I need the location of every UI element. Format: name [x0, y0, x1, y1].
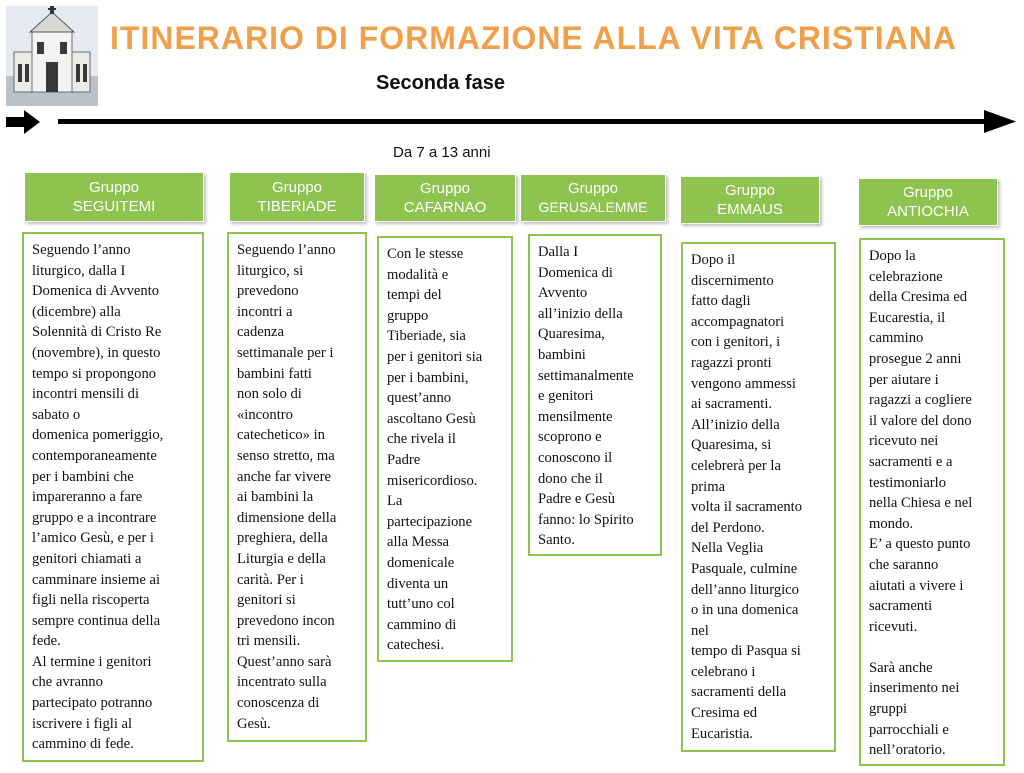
- age-range-label: Da 7 a 13 anni: [393, 144, 491, 161]
- group-description-tiberiade: Seguendo l’anno liturgico, si prevedono incontri a cadenza settimanale per i bambini fatti non solo di «incontro catechetico» in senso stretto, ma anche far vivere ai bambini la dimensione della preghiera, della Liturgia e della carità. Per i genitori si prevedono incon tri mensili. Quest’anno sarà incentrato sulla conoscenza di Gesù.: [227, 232, 367, 742]
- small-arrow-icon: [6, 108, 42, 136]
- group-description-gerusalemme: Dalla I Domenica di Avvento all’inizio della Quaresima, bambini settimanalmente e genitori mensilmente scoprono e conoscono il dono che il Padre e Gesù fanno: lo Spirito Santo.: [528, 234, 662, 556]
- group-header-name: TIBERIADE: [257, 198, 337, 215]
- group-header-name: SEGUITEMI: [72, 198, 156, 215]
- group-header-tiberiade: [229, 172, 365, 222]
- group-header-name: ANTIOCHIA: [887, 203, 969, 220]
- group-header-cafarnao: [374, 174, 516, 222]
- page-title: ITINERARIO DI FORMAZIONE ALLA VITA CRISTIANA: [110, 20, 957, 56]
- group-header-name: GERUSALEMME: [538, 199, 648, 215]
- group-description-emmaus: Dopo il discernimento fatto dagli accompagnatori con i genitori, i ragazzi pronti vengono ammessi ai sacramenti. All’inizio della Quaresima, si celebrerà per la prima volta il sacramento del Perdono. Nella Veglia Pasquale, culmine dell’anno liturgico o in una domenica nel tempo di Pasqua si celebrano i sacramenti della Cresima ed Eucaristia.: [681, 242, 836, 752]
- group-header-name: EMMAUS: [717, 201, 783, 218]
- group-header-line1: Gruppo: [724, 182, 776, 199]
- phase-subtitle: Seconda fase: [376, 72, 505, 94]
- group-header-emmaus: [680, 176, 820, 224]
- group-header-antiochia: [858, 178, 998, 226]
- group-header-line1: Gruppo: [88, 179, 140, 196]
- church-building-icon: [6, 6, 98, 106]
- timeline-arrow-icon: [58, 108, 1018, 136]
- group-header-line1: Gruppo: [271, 179, 323, 196]
- group-header-seguitemi: [24, 172, 204, 222]
- group-header-line1: Gruppo: [902, 184, 954, 201]
- group-header-gerusalemme: [520, 174, 666, 222]
- group-description-seguitemi: Seguendo l’anno liturgico, dalla I Domenica di Avvento (dicembre) alla Solennità di Cristo Re (novembre), in questo tempo si propongono incontri mensili di sabato o domenica pomeriggio, contemporaneamente per i bambini che impareranno a fare gruppo e a incontrare l’amico Gesù, e per i genitori chiamati a camminare insieme ai figli nella riscoperta sempre continua della fede. Al termine i genitori che avranno partecipato potranno iscrivere i figli al cammino di fede.: [22, 232, 204, 762]
- group-header-line1: Gruppo: [419, 180, 471, 197]
- group-header-line1: Gruppo: [567, 180, 619, 197]
- group-description-cafarnao: Con le stesse modalità e tempi del gruppo Tiberiade, sia per i genitori sia per i bambini, quest’anno ascoltano Gesù che rivela il Padre misericordioso. La partecipazione alla Messa domenicale diventa un tutt’uno col cammino di catechesi.: [377, 236, 513, 662]
- group-header-name: CAFARNAO: [403, 199, 487, 216]
- church-logo: [6, 6, 98, 106]
- group-description-antiochia: Dopo la celebrazione della Cresima ed Eucarestia, il cammino prosegue 2 anni per aiutare i ragazzi a cogliere il valore del dono ricevuto nei sacramenti e a testimoniarlo nella Chiesa e nel mondo. E’ a questo punto che saranno aiutati a vivere i sacramenti ricevuti. Sarà anche inserimento nei gruppi parrocchiali e nell’oratorio.: [859, 238, 1005, 766]
